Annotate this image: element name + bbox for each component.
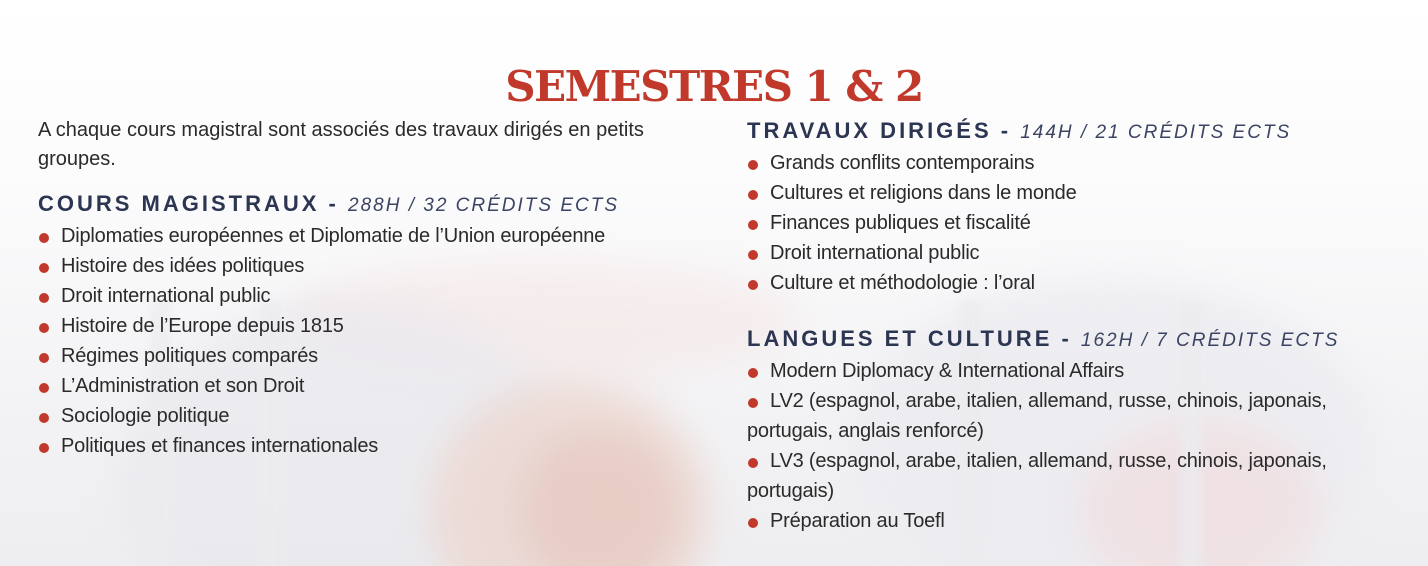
list-item: LV2 (espagnol, arabe, italien, allemand, russe, chinois, japonais, portugais, anglais renforcé) (747, 386, 1387, 446)
cours-magistraux-heading (38, 189, 678, 221)
list-item: Cultures et religions dans le monde (747, 178, 1387, 208)
travaux-diriges-heading (747, 116, 1387, 148)
travaux-diriges-list (747, 148, 1387, 298)
langues-culture-list (747, 356, 1387, 536)
list-item: LV3 (espagnol, arabe, italien, allemand, russe, chinois, japonais, portugais) (747, 446, 1387, 506)
list-item: Finances publiques et fiscalité (747, 208, 1387, 238)
right-column (747, 116, 1387, 536)
section-hours-credits: 288H / 32 CRÉDITS ECTS (348, 195, 620, 216)
intro-text: A chaque cours magistral sont associés des travaux dirigés en petits groupes. (38, 119, 644, 170)
langues-culture-heading (747, 324, 1387, 356)
section-hours-credits: 144H / 21 CRÉDITS ECTS (1020, 122, 1292, 143)
list-item: Droit international public (747, 238, 1387, 268)
section-title: COURS MAGISTRAUX - (38, 191, 348, 216)
list-item: Grands conflits contemporains (747, 148, 1387, 178)
list-item: Sociologie politique (38, 401, 678, 431)
list-item: Politiques et finances internationales (38, 431, 678, 461)
list-item: Histoire des idées politiques (38, 251, 678, 281)
section-title: LANGUES ET CULTURE - (747, 326, 1081, 351)
left-column (38, 116, 678, 461)
list-item: Culture et méthodologie : l’oral (747, 268, 1387, 298)
page-title: SEMESTRES 1 & 2 (505, 62, 923, 112)
list-item: Préparation au Toefl (747, 506, 1387, 536)
list-item: Histoire de l’Europe depuis 1815 (38, 311, 678, 341)
list-item: Modern Diplomacy & International Affairs (747, 356, 1387, 386)
list-item: Droit international public (38, 281, 678, 311)
list-item: L’Administration et son Droit (38, 371, 678, 401)
list-item: Diplomaties européennes et Diplomatie de l’Union européenne (38, 221, 678, 251)
section-title: TRAVAUX DIRIGÉS - (747, 118, 1021, 143)
cours-magistraux-list (38, 221, 678, 461)
section-hours-credits: 162H / 7 CRÉDITS ECTS (1080, 330, 1340, 351)
list-item: Régimes politiques comparés (38, 341, 678, 371)
